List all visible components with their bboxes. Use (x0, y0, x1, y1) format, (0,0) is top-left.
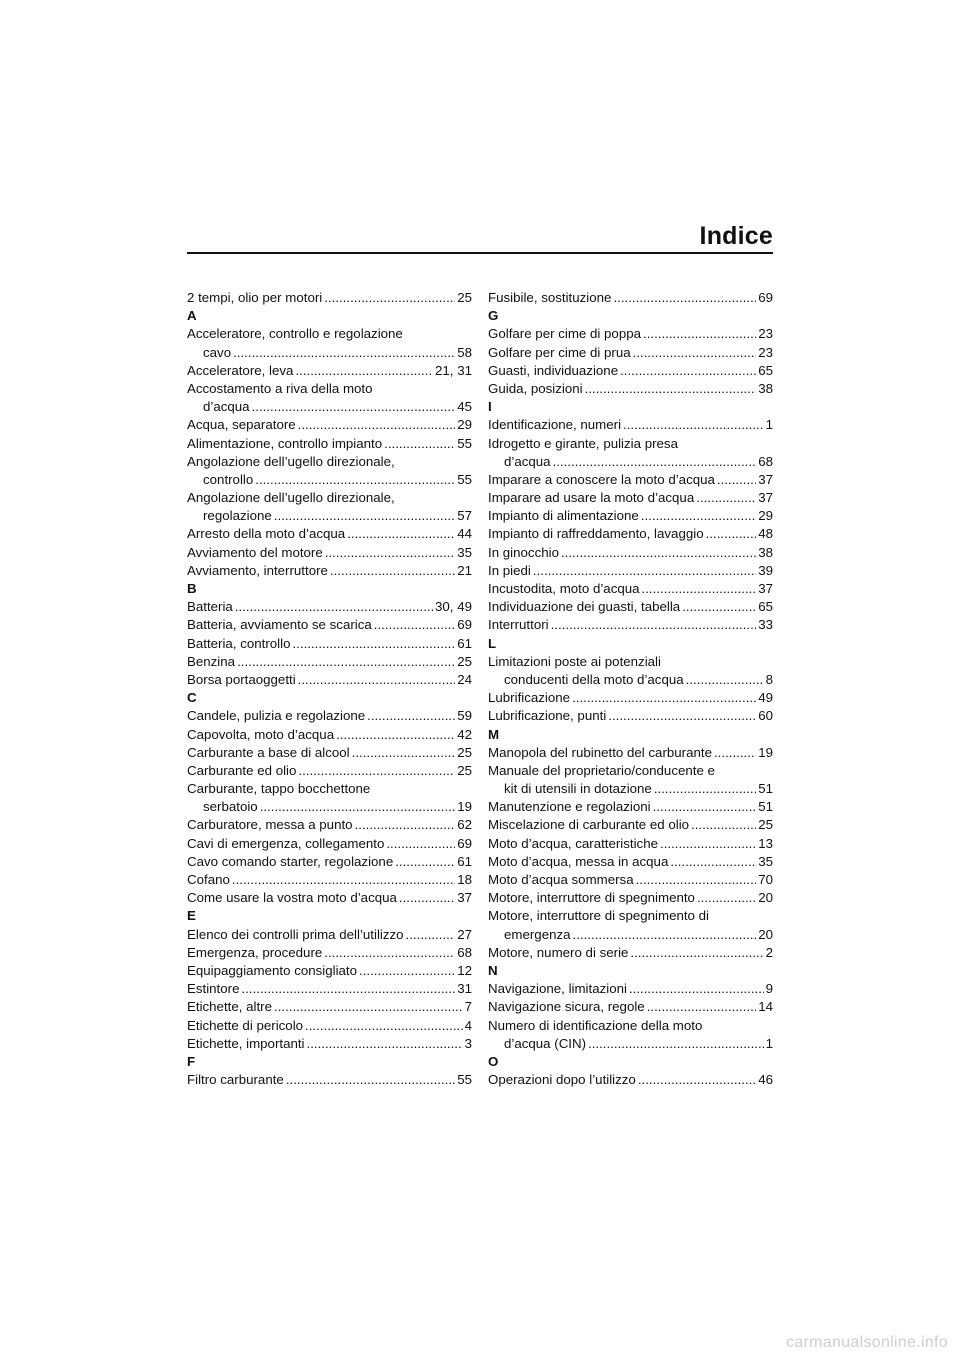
index-entry-label: Identificazione, numeri (488, 417, 622, 433)
index-section-letter: B (187, 581, 197, 596)
dot-leader (588, 1035, 764, 1053)
index-entry (488, 798, 773, 816)
index-entry (187, 507, 472, 525)
index-entry-page: 37 (758, 490, 773, 506)
index-entry-label: Elenco dei controlli prima dell’utilizzo (187, 926, 404, 942)
dot-leader (386, 835, 455, 853)
index-section-letter: C (187, 690, 197, 706)
index-entry (488, 1071, 773, 1089)
title-rule (187, 252, 773, 254)
index-entry-page: 25 (457, 290, 472, 305)
index-entry-label: 2 tempi, olio per motori (187, 290, 323, 305)
index-section-letter: L (488, 635, 497, 651)
index-entry-continued: Motore, interruttore di spegnimento di (488, 908, 709, 924)
index-entry (488, 362, 773, 380)
index-entry (187, 1035, 472, 1053)
index-entry (187, 653, 472, 671)
watermark: carmanualsonline.info (786, 1334, 948, 1351)
dot-leader (696, 489, 756, 507)
index-entry-page: 68 (457, 944, 472, 960)
index-entry-continued: Accostamento a riva della moto (187, 380, 373, 396)
dot-leader (706, 525, 757, 543)
index-entry-label: Cavi di emergenza, collegamento (187, 835, 385, 851)
index-entry-page: 65 (758, 362, 773, 378)
index-entry (488, 671, 773, 689)
dot-leader (399, 889, 455, 907)
index-entry (488, 871, 773, 889)
index-entry-label: Miscelazione di carburante ed olio (488, 817, 690, 833)
index-entry (187, 944, 472, 962)
index-entry-page: 49 (758, 690, 773, 706)
index-entry-label: Capovolta, moto d’acqua (187, 726, 335, 742)
index-section-letter: M (488, 726, 500, 742)
index-entry-label: Interruttori (488, 617, 549, 633)
dot-leader (682, 598, 756, 616)
index-entry-page: 45 (457, 399, 472, 415)
index-entry-label: Manutenzione e regolazioni (488, 799, 651, 815)
index-entry-page: 21, 31 (435, 362, 472, 378)
index-entry-label: Navigazione, limitazioni (488, 981, 627, 997)
dot-leader (298, 762, 455, 780)
dot-leader (691, 816, 756, 834)
index-entry-label: Emergenza, procedure (187, 944, 323, 960)
index-entry (488, 453, 773, 471)
dot-leader (647, 998, 757, 1016)
index-entry (187, 562, 472, 580)
index-section-letter: E (187, 908, 196, 924)
dot-leader (347, 525, 455, 543)
index-entry-page: 19 (758, 744, 773, 760)
index-entry-label: Come usare la vostra moto d’acqua (187, 890, 397, 906)
index-entry-page: 55 (457, 435, 472, 451)
dot-leader (292, 635, 455, 653)
index-entry (488, 580, 773, 598)
index-entry (187, 671, 472, 689)
index-entry-page: 19 (457, 799, 472, 815)
index-entry-page: 51 (758, 799, 773, 815)
index-entry-label: Lubrificazione, punti (488, 708, 607, 724)
index-entry-page: 8 (765, 671, 773, 687)
index-entry (187, 1071, 472, 1089)
index-entry-page: 37 (457, 890, 472, 906)
index-entry-continued: Idrogetto e girante, pulizia presa (488, 435, 678, 451)
index-entry-label: Batteria, avviamento se scarica (187, 617, 372, 633)
index-entry-label: Manopola del rubinetto del carburante (488, 744, 712, 760)
index-entry-label: Borsa portaoggetti (187, 671, 296, 687)
dot-leader (654, 780, 756, 798)
index-entry-continued: Angolazione dell’ugello direzionale, (187, 490, 395, 506)
dot-leader (717, 471, 756, 489)
dot-leader (572, 689, 756, 707)
dot-leader (630, 944, 763, 962)
index-entry-continued: Angolazione dell’ugello direzionale, (187, 453, 395, 469)
index-entry-label: Guasti, individuazione (488, 362, 619, 378)
index-entry-page: 2 (765, 944, 773, 960)
index-entry (488, 507, 773, 525)
index-entry-label: cavo (203, 344, 232, 360)
index-entry-continued: Numero di identificazione della moto (488, 1017, 703, 1033)
dot-leader (643, 325, 756, 343)
index-entry-continued: Acceleratore, controllo e regolazione (187, 326, 403, 342)
index-entry (488, 1035, 773, 1053)
dot-leader (629, 980, 764, 998)
index-entry (187, 998, 472, 1016)
dot-leader (233, 344, 455, 362)
index-entry (488, 380, 773, 398)
index-entry-page: 25 (457, 762, 472, 778)
index-entry-label: Incustodita, moto d’acqua (488, 581, 640, 596)
dot-leader (697, 889, 756, 907)
dot-leader (324, 944, 455, 962)
index-entry-page: 3 (464, 1035, 472, 1051)
index-entry (488, 598, 773, 616)
index-entry (187, 889, 472, 907)
index-entry (187, 362, 472, 380)
index-entry-continued: Carburante, tappo bocchettone (187, 781, 371, 797)
index-entry-label: d’acqua (CIN) (504, 1035, 587, 1051)
index-entry-label: Cavo comando starter, regolazione (187, 853, 394, 869)
index-entry-page: 29 (758, 508, 773, 524)
index-entry (187, 707, 472, 725)
index-entry (488, 489, 773, 507)
index-entry (187, 471, 472, 489)
index-entry-label: Navigazione sicura, regole (488, 999, 645, 1015)
index-entry-page: 35 (457, 544, 472, 560)
index-entry (187, 726, 472, 744)
index-entry (187, 926, 472, 944)
index-entry (488, 998, 773, 1016)
dot-leader (355, 816, 456, 834)
index-entry-page: 23 (758, 326, 773, 342)
index-entry-page: 69 (457, 835, 472, 851)
dot-leader (324, 289, 455, 307)
dot-leader (359, 962, 455, 980)
index-section-letter: G (488, 308, 499, 324)
index-entry-label: Etichette, altre (187, 999, 272, 1015)
dot-leader (274, 507, 455, 525)
dot-leader (608, 707, 756, 725)
index-section-letter: F (187, 1053, 196, 1069)
index-entry (488, 835, 773, 853)
index-entry-label: Filtro carburante (187, 1072, 284, 1088)
index-entry-page: 58 (457, 344, 472, 360)
index-entry-page: 59 (457, 708, 472, 724)
index-entry-page: 55 (457, 471, 472, 487)
index-entry (187, 525, 472, 543)
index-entry-page: 70 (758, 872, 773, 887)
dot-leader (367, 707, 455, 725)
index-entry-page: 25 (457, 744, 472, 760)
index-entry-page: 37 (758, 581, 773, 596)
index-entry-page: 27 (457, 926, 472, 942)
dot-leader (352, 744, 456, 762)
index-entry (488, 325, 773, 343)
index-entry-label: Arresto della moto d’acqua (187, 526, 346, 542)
dot-leader (653, 798, 757, 816)
index-entry (488, 816, 773, 834)
index-entry-page: 55 (457, 1072, 472, 1088)
index-entry-page: 44 (457, 526, 472, 542)
index-entry (187, 871, 472, 889)
index-entry-label: conducenti della moto d’acqua (504, 671, 684, 687)
index-entry-label: Guida, posizioni (488, 380, 583, 396)
index-entry (187, 616, 472, 634)
index-entry-label: In piedi (488, 562, 531, 578)
index-entry-label: emergenza (504, 926, 571, 942)
index-entry (488, 889, 773, 907)
index-entry-label: Acqua, separatore (187, 417, 296, 433)
index-entry (187, 762, 472, 780)
index-column-left (187, 289, 472, 1089)
index-entry-page: 20 (758, 890, 773, 906)
index-entry-label: Acceleratore, leva (187, 362, 294, 378)
index-entry-label: Batteria (187, 599, 233, 615)
index-entry-page: 38 (758, 380, 773, 396)
index-entry (187, 544, 472, 562)
index-entry (488, 344, 773, 362)
index-entry (488, 926, 773, 944)
index-entry-page: 4 (464, 1017, 472, 1033)
index-entry (488, 853, 773, 871)
dot-leader (295, 362, 433, 380)
dot-leader (573, 926, 757, 944)
dot-leader (307, 1035, 463, 1053)
index-entry (488, 562, 773, 580)
index-entry-label: Motore, interruttore di spegnimento (488, 890, 695, 906)
index-entry-page: 60 (758, 708, 773, 724)
index-entry (488, 616, 773, 634)
index-entry-label: d’acqua (504, 453, 551, 469)
index-entry-page: 12 (457, 962, 472, 978)
dot-leader (298, 416, 456, 434)
dot-leader (325, 544, 455, 562)
index-entry-label: Benzina (187, 653, 236, 669)
index-entry-page: 24 (457, 671, 472, 687)
index-column-right (488, 289, 773, 1089)
index-entry-page: 46 (758, 1072, 773, 1088)
index-entry-label: Etichette di pericolo (187, 1017, 304, 1033)
dot-leader (298, 671, 456, 689)
index-entry-label: Moto d’acqua sommersa (488, 872, 634, 887)
index-entry-label: serbatoio (203, 799, 258, 815)
dot-leader (613, 289, 756, 307)
index-entry-page: 13 (758, 835, 773, 851)
index-entry (488, 707, 773, 725)
dot-leader (374, 616, 455, 634)
dot-leader (241, 980, 455, 998)
index-entry-page: 25 (758, 817, 773, 833)
dot-leader (237, 653, 455, 671)
index-entry-label: controllo (203, 471, 254, 487)
index-entry (187, 398, 472, 416)
index-entry-label: Carburante a base di alcool (187, 744, 350, 760)
dot-leader (633, 344, 757, 362)
dot-leader (232, 871, 455, 889)
index-entry-page: 14 (758, 999, 773, 1015)
dot-leader (274, 998, 463, 1016)
index-entry (488, 689, 773, 707)
index-entry-page: 65 (758, 599, 773, 615)
index-entry-label: kit di utensili in dotazione (504, 781, 652, 797)
dot-leader (286, 1071, 455, 1089)
index-entry (187, 1017, 472, 1035)
dot-leader (260, 798, 456, 816)
index-entry (488, 544, 773, 562)
index-entry-page: 29 (457, 417, 472, 433)
index-entry (488, 944, 773, 962)
index-entry-page: 61 (457, 635, 472, 651)
index-entry-page: 57 (457, 508, 472, 524)
index-entry-label: Golfare per cime di poppa (488, 326, 641, 342)
index-entry-label: Carburatore, messa a punto (187, 817, 353, 833)
dot-leader (551, 616, 757, 634)
index-entry (187, 344, 472, 362)
index-entry-page: 23 (758, 344, 773, 360)
index-entry-page: 20 (758, 926, 773, 942)
index-entry-label: Alimentazione, controllo impianto (187, 435, 383, 451)
index-entry-continued: Manuale del proprietario/conducente e (488, 762, 715, 778)
index-entry-page: 69 (758, 290, 773, 305)
index-entry-page: 68 (758, 453, 773, 469)
index-entry-label: d’acqua (203, 399, 250, 415)
dot-leader (660, 835, 756, 853)
index-entry (187, 962, 472, 980)
index-entry-label: Equipaggiamento consigliato (187, 962, 358, 978)
index-entry (187, 435, 472, 453)
index-entry-page: 62 (457, 817, 472, 833)
index-entry (187, 980, 472, 998)
index-entry (187, 416, 472, 434)
dot-leader (305, 1017, 463, 1035)
index-entry-label: regolazione (203, 508, 272, 524)
index-entry-page: 35 (758, 853, 773, 869)
index-entry-page: 69 (457, 617, 472, 633)
index-entry-page: 21 (457, 562, 472, 578)
dot-leader (620, 362, 756, 380)
dot-leader (638, 1071, 756, 1089)
index-entry (187, 835, 472, 853)
index-entry (187, 598, 472, 616)
index-entry (187, 289, 472, 307)
index-entry-page: 9 (765, 981, 773, 997)
dot-leader (553, 453, 757, 471)
dot-leader (623, 416, 764, 434)
index-entry (488, 980, 773, 998)
index-entry-page: 38 (758, 544, 773, 560)
index-entry-label: Fusibile, sostituzione (488, 290, 612, 305)
index-entry-page: 25 (457, 653, 472, 669)
dot-leader (670, 853, 756, 871)
index-section-letter: N (488, 962, 498, 978)
index-entry-label: Imparare ad usare la moto d’acqua (488, 490, 695, 506)
index-entry-label: Avviamento del motore (187, 544, 323, 560)
page-title: Indice (699, 222, 773, 250)
index-entry-label: Golfare per cime di prua (488, 344, 631, 360)
dot-leader (395, 853, 455, 871)
index-entry-label: Candele, pulizia e regolazione (187, 708, 366, 724)
index-entry (488, 744, 773, 762)
index-entry-label: Cofano (187, 872, 230, 887)
dot-leader (235, 598, 433, 616)
index-entry-page: 30, 49 (435, 599, 472, 615)
index-entry-continued: Limitazioni poste ai potenziali (488, 653, 661, 669)
index-entry-label: Carburante ed olio (187, 762, 297, 778)
index-entry-page: 61 (457, 853, 472, 869)
index-entry (488, 525, 773, 543)
index-entry-page: 51 (758, 781, 773, 797)
index-section-letter: A (187, 308, 197, 324)
index-entry-page: 42 (457, 726, 472, 742)
dot-leader (561, 544, 756, 562)
index-section-letter: O (488, 1053, 499, 1069)
index-entry (488, 780, 773, 798)
index-entry-label: Operazioni dopo l’utilizzo (488, 1072, 636, 1088)
index-entry (187, 798, 472, 816)
index-entry-label: Avviamento, interruttore (187, 562, 328, 578)
index-entry-label: Impianto di raffreddamento, lavaggio (488, 526, 704, 542)
dot-leader (636, 871, 757, 889)
index-entry (187, 744, 472, 762)
dot-leader (686, 671, 764, 689)
index-entry-label: Etichette, importanti (187, 1035, 305, 1051)
index-entry-label: Imparare a conoscere la moto d’acqua (488, 471, 715, 487)
index-entry-page: 33 (758, 617, 773, 633)
index-entry-label: Impianto di alimentazione (488, 508, 639, 524)
index-section-letter: I (488, 399, 492, 415)
index-entry-page: 31 (457, 981, 472, 997)
dot-leader (384, 435, 455, 453)
dot-leader (252, 398, 456, 416)
dot-leader (336, 726, 455, 744)
dot-leader (641, 507, 756, 525)
index-entry-page: 39 (758, 562, 773, 578)
index-entry-label: Moto d’acqua, caratteristiche (488, 835, 658, 851)
index-entry (187, 853, 472, 871)
index-entry (488, 471, 773, 489)
dot-leader (642, 580, 757, 598)
index-entry-label: Batteria, controllo (187, 635, 291, 651)
index-entry-page: 37 (758, 471, 773, 487)
index-entry-label: In ginocchio (488, 544, 559, 560)
index-entry-page: 7 (464, 999, 472, 1015)
index-entry (488, 416, 773, 434)
index-entry-page: 18 (457, 872, 472, 887)
dot-leader (406, 926, 456, 944)
dot-leader (714, 744, 756, 762)
dot-leader (585, 380, 757, 398)
index-entry-page: 1 (765, 417, 773, 433)
dot-leader (533, 562, 756, 580)
index-entry (187, 635, 472, 653)
index-entry-label: Motore, numero di serie (488, 944, 629, 960)
index-entry (488, 289, 773, 307)
index-entry-label: Moto d’acqua, messa in acqua (488, 853, 669, 869)
dot-leader (255, 471, 455, 489)
index-entry-page: 48 (758, 526, 773, 542)
dot-leader (330, 562, 455, 580)
index-entry-label: Lubrificazione (488, 690, 571, 706)
index-entry-page: 1 (765, 1035, 773, 1051)
index-entry-label: Individuazione dei guasti, tabella (488, 599, 681, 615)
index-entry (187, 816, 472, 834)
index-entry-label: Estintore (187, 981, 240, 997)
